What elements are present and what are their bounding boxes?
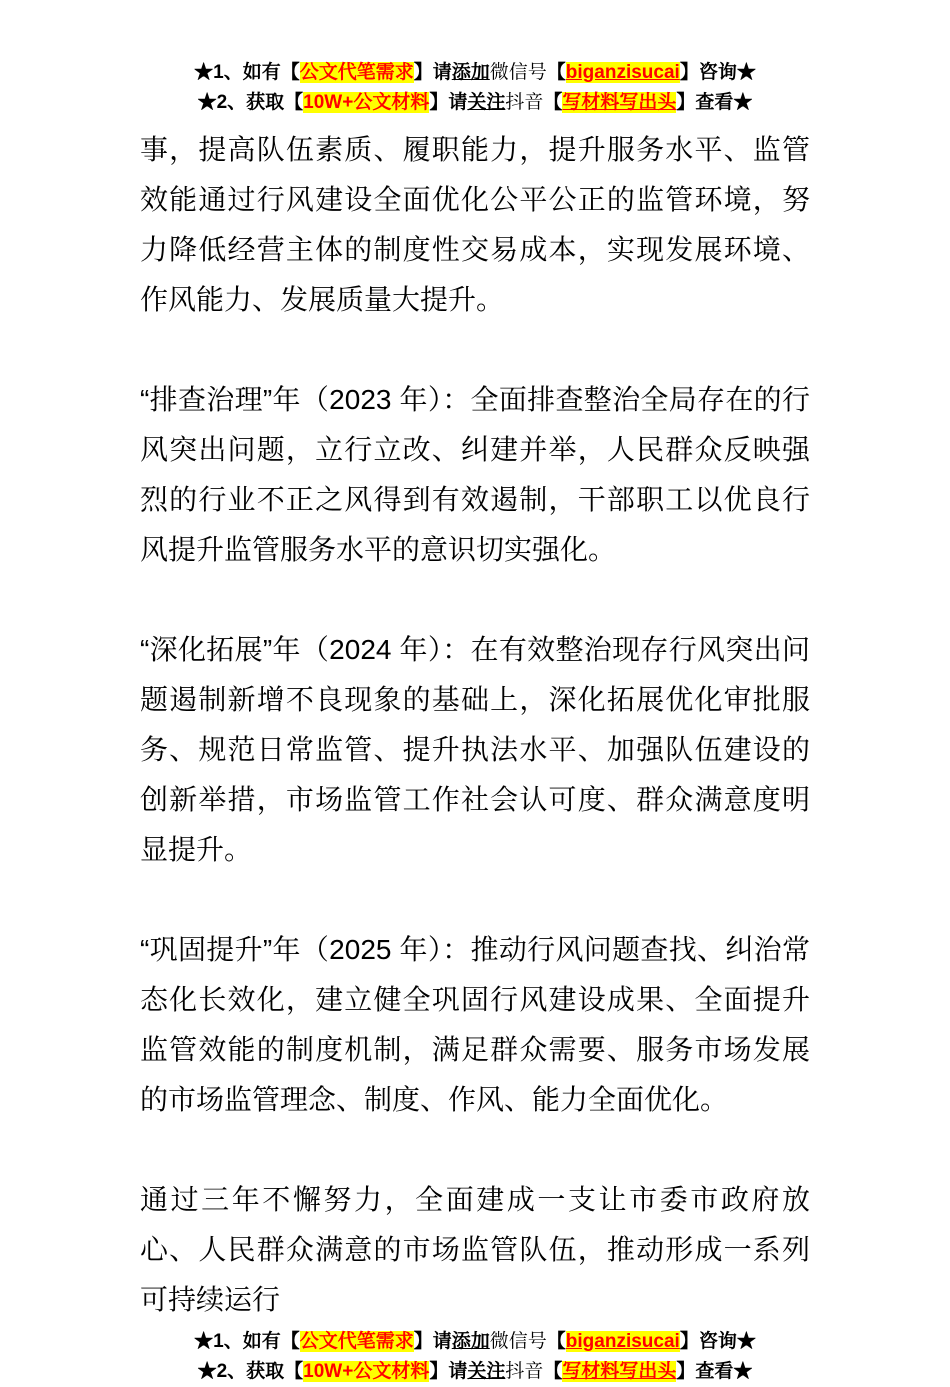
promo-action-follow: 关注 xyxy=(467,92,506,113)
promo-platform-wechat: 微信号 xyxy=(489,62,547,83)
promo-text: 】查看★ xyxy=(676,1361,753,1382)
promo-text: 】请 xyxy=(429,1361,468,1382)
promo-text: ★1、如有【 xyxy=(194,62,300,83)
promo-text: 】请 xyxy=(413,62,452,83)
promo-douyin-id: 写材料写出头 xyxy=(562,92,677,113)
promo-text: 】咨询★ xyxy=(679,62,756,83)
promo-action-add: 添加 xyxy=(451,1331,490,1352)
document-body xyxy=(140,125,810,1325)
promo-text: ★2、获取【 xyxy=(197,92,304,113)
promo-text: 】请 xyxy=(429,92,468,113)
body-paragraph-5: 通过三年不懈努力，全面建成一支让市委市政府放心、人民群众满意的市场监管队伍，推动形成一系列可持续运行 xyxy=(140,1184,810,1315)
promo-line-1 xyxy=(0,58,950,88)
promo-banner-top xyxy=(0,0,950,118)
promo-douyin-id: 写材料写出头 xyxy=(562,1361,677,1382)
promo-text: ★2、获取【 xyxy=(197,1361,304,1382)
promo-line-2 xyxy=(0,1357,950,1387)
promo-wechat-id: biganzisucai xyxy=(565,1331,680,1352)
promo-wechat-id: biganzisucai xyxy=(565,62,680,83)
promo-text: 【 xyxy=(546,62,566,83)
promo-action-add: 添加 xyxy=(451,62,490,83)
promo-text: 【 xyxy=(546,1331,566,1352)
promo-action-follow: 关注 xyxy=(467,1361,506,1382)
body-paragraph-3: “深化拓展”年（2024 年）：在有效整治现存行风突出问题遏制新增不良现象的基础上，深化拓展优化审批服务、规范日常监管、提升执法水平、加强队伍建设的创新举措，市场监管工作社会认可度、群众满意度明显提升。 xyxy=(140,634,810,865)
promo-text: ★1、如有【 xyxy=(194,1331,300,1352)
promo-platform-wechat: 微信号 xyxy=(489,1331,547,1352)
body-paragraph-1: 事，提高队伍素质、履职能力，提升服务水平、监管效能通过行风建设全面优化公平公正的监管环境，努力降低经营主体的制度性交易成本，实现发展环境、作风能力、发展质量大提升。 xyxy=(140,134,810,315)
promo-text: 】查看★ xyxy=(676,92,753,113)
promo-text: 【 xyxy=(543,1361,563,1382)
promo-line-2 xyxy=(0,88,950,118)
promo-highlight-materials: 10W+公文材料 xyxy=(303,1361,430,1382)
body-paragraph-2: “排查治理”年（2023 年）：全面排查整治全局存在的行风突出问题，立行立改、纠建并举，人民群众反映强烈的行业不正之风得到有效遏制，干部职工以优良行风提升监管服务水平的意识切实强化。 xyxy=(140,384,810,565)
promo-highlight-materials: 10W+公文材料 xyxy=(303,92,430,113)
body-paragraph-4: “巩固提升”年（2025 年）：推动行风问题查找、纠治常态化长效化，建立健全巩固行风建设成果、全面提升监管效能的制度机制，满足群众需要、服务市场发展的市场监管理念、制度、作风、能力全面优化。 xyxy=(140,934,810,1115)
promo-platform-douyin: 抖音 xyxy=(505,1361,544,1382)
promo-text: 】请 xyxy=(413,1331,452,1352)
promo-line-1 xyxy=(0,1327,950,1357)
promo-text: 【 xyxy=(543,92,563,113)
promo-highlight-service: 公文代笔需求 xyxy=(299,1331,414,1352)
promo-highlight-service: 公文代笔需求 xyxy=(299,62,414,83)
promo-banner-bottom xyxy=(0,1327,950,1387)
promo-text: 】咨询★ xyxy=(679,1331,756,1352)
promo-platform-douyin: 抖音 xyxy=(505,92,544,113)
